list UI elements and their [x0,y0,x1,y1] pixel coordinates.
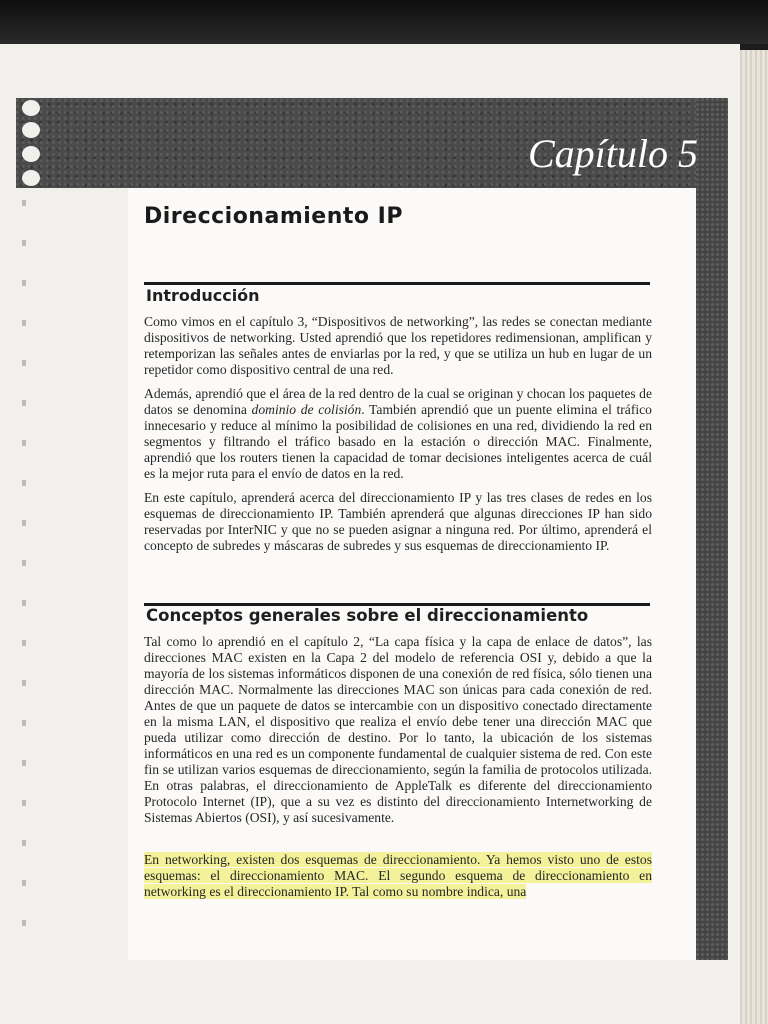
page-title: Direccionamiento IP [144,204,403,229]
highlighted-paragraph [144,852,652,900]
section-heading-conceptos: Conceptos generales sobre el direccionamiento [146,606,589,625]
scanner-shadow [0,0,768,44]
margin-marks [22,200,26,960]
page-side-bar [696,98,728,960]
chapter-label: Capítulo 5 [527,131,698,176]
page-stack-edge [740,50,768,1024]
binding-hole [22,146,40,162]
section-rule [144,282,650,285]
paragraph [144,386,652,482]
paragraph: Como vimos en el capítulo 3, “Dispositivos de networking”, las redes se conectan mediante dispositivos de networking. Usted aprendió que los repetidores redimensionan, amplifican y retemporizan las señales antes de enviarlas por la red, y que se utiliza un hub en lugar de un repetidor como dispositivo central de una red. [144,314,652,377]
binding-hole [22,100,40,116]
paragraph-text: Además, aprendió que el área de la red dentro de la cual se originan y chocan los paquetes de datos se denomina [144,386,652,417]
emphasized-term: dominio de colisión [251,402,362,417]
binding-hole [22,122,40,138]
paragraph-text: . También aprendió que un puente elimina el tráfico innecesario y reduce al mínimo la posibilidad de colisiones en una red, dividiendo la red en segmentos y filtrando el tráfico basado en la estación o dirección MAC. Finalmente, aprendió que los routers tienen la capacidad de tomar decisiones inteligentes acerca de cuál es la mejor ruta para el envío de datos en la red. [144,402,652,481]
text-highlight: En networking, existen dos esquemas de direccionamiento. Ya hemos visto uno de estos esquemas: el direccionamiento MAC. El segundo esquema de direccionamiento en networking es el direccionamiento IP. Tal como su nombre indica, una [144,852,652,899]
section-heading-introduccion: Introducción [146,286,260,305]
paragraph: Tal como lo aprendió en el capítulo 2, “La capa física y la capa de enlace de datos”, las direcciones MAC existen en la Capa 2 del modelo de referencia OSI y, debido a que la mayoría de los sistemas informáticos disponen de una conexión de red física, sólo tienen una dirección MAC. Normalmente las direcciones MAC son únicas para cada conexión de red. Antes de que un paquete de datos se intercambie con un dispositivo conectado directamente en la misma LAN, el dispositivo que realiza el envío debe tener una dirección MAC que pueda utilizar como dirección de destino. Por lo tanto, la ubicación de los sistemas informáticos en una red es un componente fundamental de cualquier sistema de red. Con este fin se utilizan varios esquemas de direccionamiento, según la familia de protocolos utilizada. En otras palabras, el direccionamiento de AppleTalk es diferente del direccionamiento Protocolo Internet (IP), que a su vez es distinto del direccionamiento Internetworking de Sistemas Abiertos (OSI), y así sucesivamente. [144,634,652,825]
paragraph: En este capítulo, aprenderá acerca del direccionamiento IP y las tres clases de redes en los esquemas de direccionamiento IP. También aprenderá que algunas direcciones IP han sido reservadas por InterNIC y que no se pueden asignar a ninguna red. Por último, aprenderá el concepto de subredes y máscaras de subredes y sus esquemas de direccionamiento IP. [144,490,652,553]
binding-hole [22,170,40,186]
